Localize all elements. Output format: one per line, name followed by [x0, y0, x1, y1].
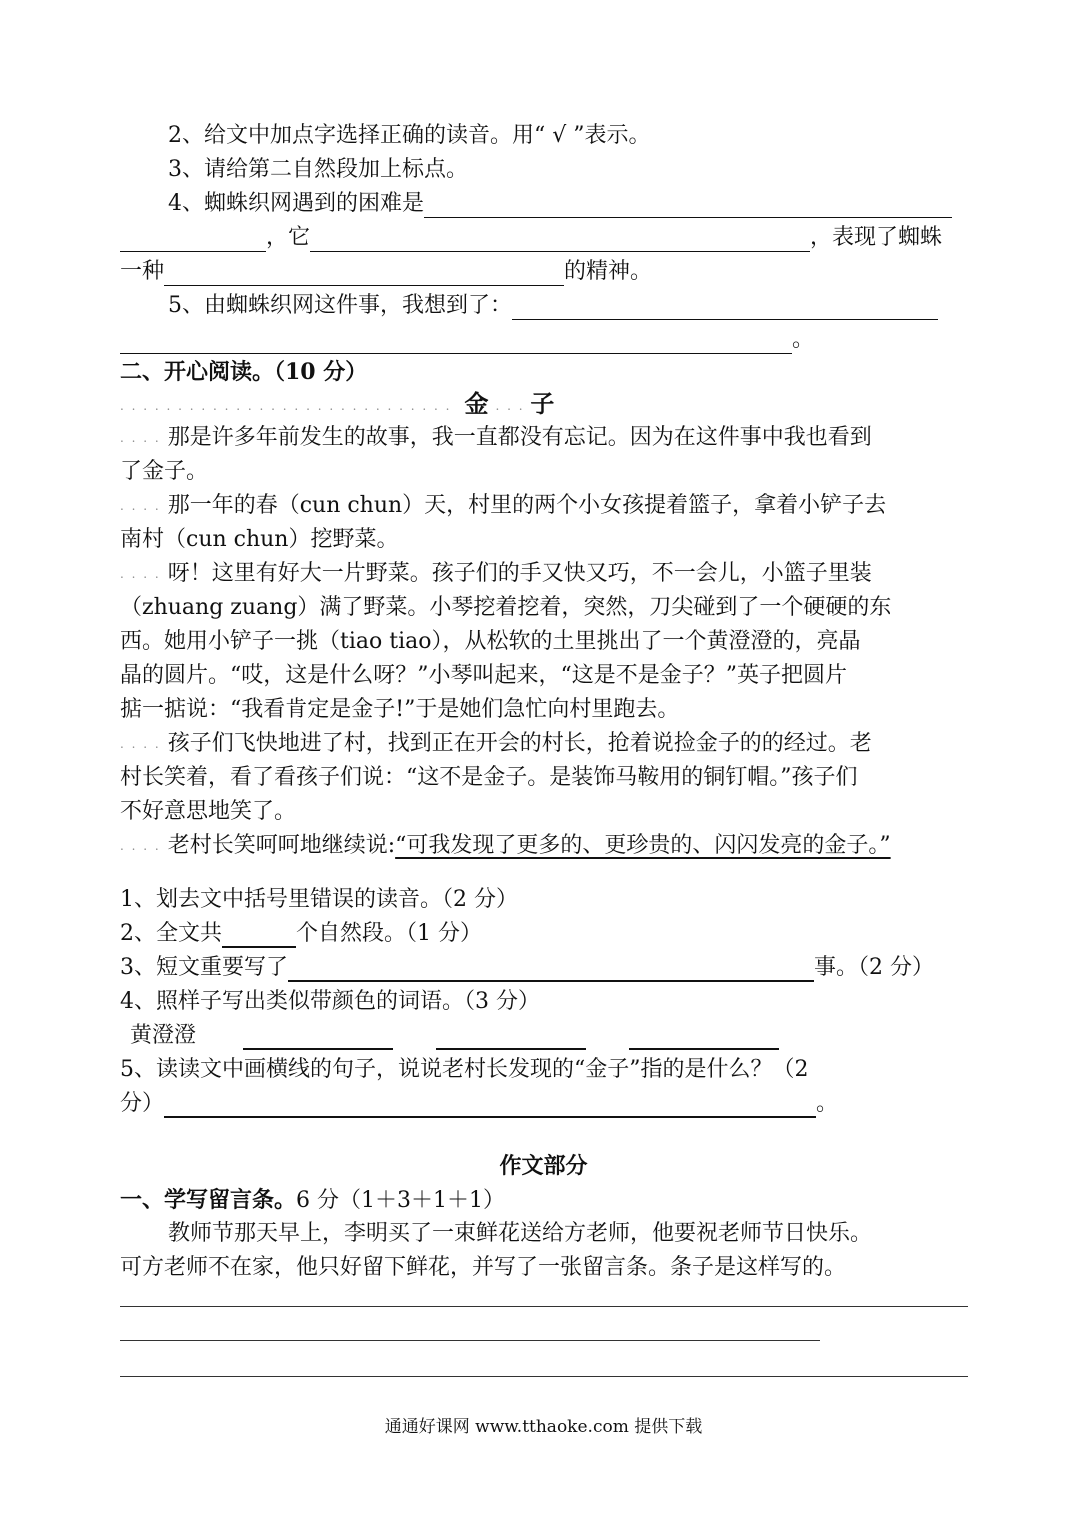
question-4-text: 一种	[120, 259, 165, 284]
writing-line[interactable]	[120, 1376, 968, 1377]
question-5-text: 分）	[120, 1091, 165, 1116]
answer-blank[interactable]	[629, 1026, 779, 1050]
paragraph-text: 老村长笑呵呵地继续说:	[167, 833, 396, 858]
paragraph-line: 了金子。	[120, 459, 209, 484]
paragraph-line	[120, 832, 891, 860]
footer-credit: 通通好课网 www.tthaoke.com 提供下载	[384, 1417, 703, 1437]
indent-dots: . . . .	[120, 567, 161, 581]
question-4-line2	[120, 224, 942, 252]
composition-paragraph-line: 可方老师不在家，他只好留下鲜花，并写了一张留言条。条子是这样写的。	[120, 1255, 847, 1280]
question-5-line2	[120, 1090, 838, 1118]
answer-blank[interactable]	[288, 958, 814, 982]
passage-title-char: 子	[530, 389, 555, 418]
dot-leader: . . . . . . . . . . . . . . . . . . . . . . . . . . . . .	[120, 399, 452, 413]
question-4-line1	[168, 190, 952, 218]
paragraph-line	[120, 730, 872, 758]
answer-blank[interactable]	[222, 924, 296, 948]
paragraph-line: （zhuang zuang）满了野菜。小琴挖着挖着，突然，刀尖碰到了一个硬硬的东	[120, 595, 892, 620]
question-4-text: 4、蜘蛛织网遇到的困难是	[168, 191, 424, 216]
underlined-sentence: “可我发现了更多的、更珍贵的、闪闪发亮的金子。”	[395, 833, 891, 858]
question-4-text: ，表现了蜘蛛	[810, 225, 943, 250]
section-heading: 二、开心阅读。（10 分）	[120, 359, 368, 385]
paragraph-line: 晶的圆片。“哎，这是什么呀？”小琴叫起来，“这是不是金子？”英子把圆片	[120, 663, 847, 688]
question-4-line3	[120, 258, 652, 286]
question-1: 1、划去文中括号里错误的读音。（2 分）	[120, 887, 518, 912]
answer-blank[interactable]	[120, 229, 266, 252]
composition-section-title: 一、学写留言条。	[120, 1187, 297, 1213]
paragraph-line	[120, 560, 872, 588]
answer-blank[interactable]	[243, 1026, 393, 1050]
question-5-text: 5、由蜘蛛织网这件事，我想到了：	[168, 293, 512, 318]
paragraph-line: 村长笑着，看了看孩子们说：“这不是金子。是装饰马鞍用的铜钉帽。”孩子们	[120, 765, 858, 790]
paragraph-line	[120, 424, 872, 452]
paragraph-line: 南村（cun chun）挖野菜。	[120, 527, 399, 552]
question-3: 3、请给第二自然段加上标点。	[168, 157, 468, 182]
indent-dots: . . . .	[120, 737, 161, 751]
question-4-text: ，它	[266, 225, 311, 250]
paragraph-line	[120, 492, 886, 520]
question-4-text: 的精神。	[564, 259, 653, 284]
question-3-row	[120, 954, 934, 982]
question-4: 4、照样子写出类似带颜色的词语。（3 分）	[120, 989, 540, 1014]
composition-score: 6 分（1＋3＋1＋1）	[296, 1188, 505, 1213]
passage-title-row	[120, 390, 554, 418]
question-2-row	[120, 920, 482, 948]
paragraph-line: 掂一掂说：“我看肯定是金子!”于是她们急忙向村里跑去。	[120, 697, 680, 722]
indent-dots: . . . .	[120, 839, 161, 853]
indent-dots: . . . .	[120, 499, 161, 513]
question-5-line1: 5、读读文中画横线的句子，说说老村长发现的“金子”指的是什么？（2	[120, 1057, 809, 1082]
question-5-line1	[168, 292, 938, 320]
question-3-text: 事。（2 分）	[814, 955, 934, 980]
paragraph-text: 那是许多年前发生的故事，我一直都没有忘记。因为在这件事中我也看到	[167, 425, 872, 450]
example-word: 黄澄澄	[130, 1023, 197, 1048]
paragraph-line: 不好意思地笑了。	[120, 799, 297, 824]
paragraph-text: 那一年的春（cun chun）天，村里的两个小女孩提着篮子，拿着小铲子去	[167, 493, 887, 518]
composition-section-title-row	[120, 1186, 505, 1214]
answer-blank[interactable]	[424, 195, 952, 218]
answer-blank[interactable]	[512, 297, 938, 320]
paragraph-line: 西。她用小铲子一挑（tiao tiao），从松软的土里挑出了一个黄澄澄的，亮晶	[120, 629, 861, 654]
writing-line[interactable]	[120, 1306, 968, 1307]
paragraph-text: 呀！这里有好大一片野菜。孩子们的手又快又巧，不一会儿，小篮子里装	[167, 561, 872, 586]
question-2: 2、给文中加点字选择正确的读音。用“ √ ”表示。	[168, 123, 651, 148]
paragraph-text: 孩子们飞快地进了村，找到正在开会的村长，抢着说捡金子的的经过。老	[167, 731, 872, 756]
passage-title-char: 金	[464, 389, 489, 418]
indent-dots: . . . .	[120, 431, 161, 445]
answer-blank[interactable]	[436, 1026, 586, 1050]
answer-blank[interactable]	[310, 229, 810, 252]
composition-heading: 作文部分	[499, 1153, 588, 1179]
writing-line[interactable]	[120, 1340, 820, 1341]
answer-blank[interactable]	[164, 1094, 816, 1118]
answer-blank[interactable]	[120, 331, 792, 354]
question-2-text: 2、全文共	[120, 921, 222, 946]
composition-paragraph-line: 教师节那天早上，李明买了一束鲜花送给方老师，他要祝老师节日快乐。	[168, 1221, 873, 1246]
question-3-text: 3、短文重要写了	[120, 955, 288, 980]
question-5-text: 。	[792, 327, 815, 352]
question-2-text: 个自然段。（1 分）	[296, 921, 482, 946]
answer-blank[interactable]	[164, 263, 564, 286]
question-5-text: 。	[816, 1091, 839, 1116]
question-5-line2	[120, 326, 814, 354]
question-4-example-row	[130, 1022, 779, 1050]
dot-leader: . . .	[495, 399, 531, 413]
